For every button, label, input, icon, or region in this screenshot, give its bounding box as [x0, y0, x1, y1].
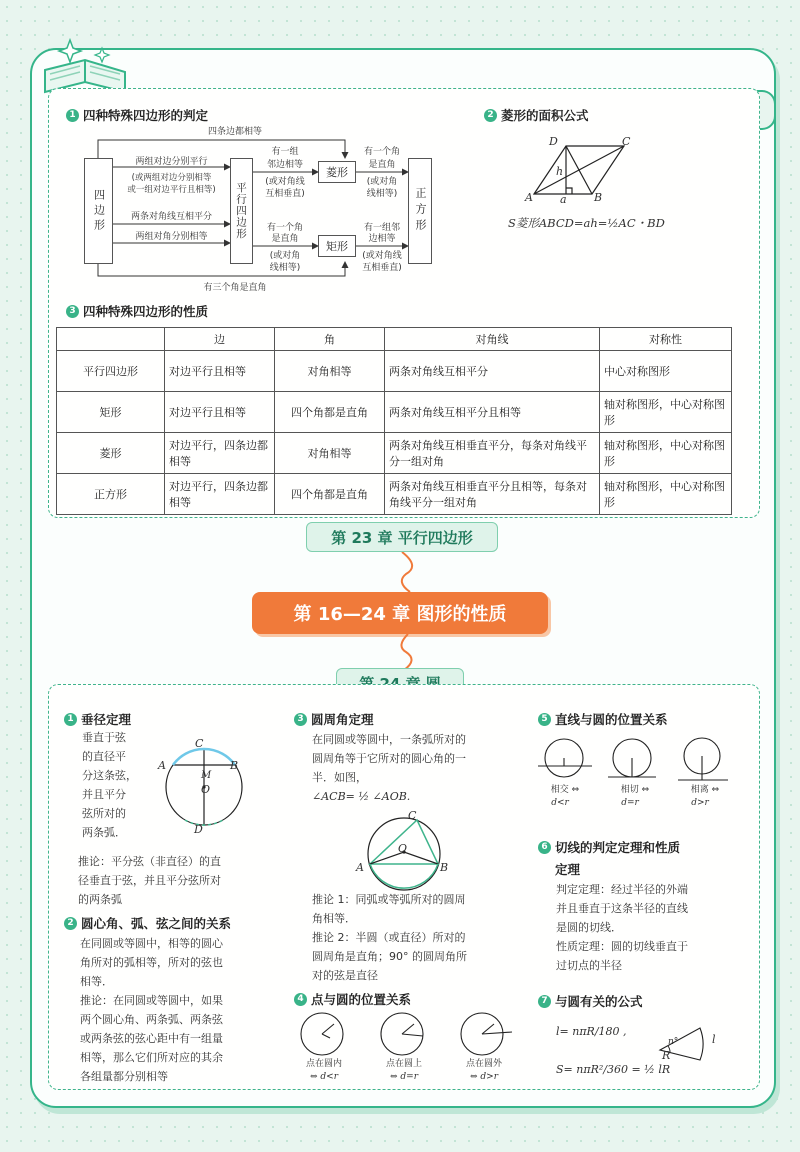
heading-row [538, 838, 680, 856]
header-cell: 对称性 [600, 328, 732, 351]
number-badge: 3 [66, 305, 79, 318]
text-line: 两条弧． [82, 826, 126, 839]
header-cell: 角 [275, 328, 385, 351]
line-circle-diagrams [536, 736, 746, 782]
text-line: 圆周角是直角；90° 的圆周角所 [312, 950, 467, 963]
label-four-sides-equal: 四条边都相等 [207, 127, 262, 137]
label-a: a [560, 193, 567, 206]
point-O: O [201, 783, 211, 796]
text-line: 径垂直于弦，并且平分弦所对 [78, 874, 221, 887]
cond-a3: 或一组对边平行且相等) [127, 185, 216, 195]
text-line: 半．如图， [312, 771, 367, 784]
rhombus-area-formula: S菱形ABCD=ah=½AC・BD [508, 216, 665, 230]
point-A: A [525, 191, 533, 204]
label-intersect: 相交 ⇔ [550, 785, 580, 795]
point-C: C [408, 809, 417, 822]
number-badge: 2 [484, 109, 497, 122]
point-C: C [195, 737, 204, 750]
text-line: 性质定理：圆的切线垂直于 [556, 940, 688, 953]
table-cell: 对边平行，四条边都相等 [165, 433, 275, 474]
text-line: 各组量都分别相等 [80, 1070, 168, 1083]
heading-text: 圆周角定理 [311, 712, 374, 727]
cond-intersect: d<r [551, 798, 569, 808]
cond-a2: (或两组对边分别相等 [131, 173, 212, 183]
number-badge: 4 [294, 993, 307, 1006]
table-cell: 平行四边形 [57, 351, 165, 392]
connector-line [392, 552, 422, 592]
cond-e4: 互相垂直) [362, 263, 402, 273]
heading-text: 点与圆的位置关系 [311, 992, 412, 1007]
heading-text: 垂径定理 [81, 712, 132, 727]
inscribed-angle-text [312, 730, 466, 806]
table-cell: 对边平行且相等 [165, 351, 275, 392]
label-outside: 点在圆外 [465, 1059, 502, 1069]
point-O: O [398, 842, 408, 855]
cond-a1: 两组对边分别平行 [135, 157, 208, 167]
heading-text: 圆心角、弧、弦之间的关系 [81, 916, 232, 931]
cond-e1: 有一组邻 [363, 223, 400, 233]
heading-text: 直线与圆的位置关系 [555, 712, 668, 727]
heading-point-circle [294, 990, 411, 1008]
box-rhombus: 菱形 [318, 161, 356, 183]
label-R: R [662, 1049, 671, 1062]
text-line: 并且平分 [82, 788, 126, 801]
table-cell: 正方形 [57, 474, 165, 515]
table-header-row [57, 328, 732, 351]
chapter-23-banner: 第 23 章 平行四边形 [306, 522, 498, 552]
label-n-degree: n° [668, 1037, 679, 1047]
table-cell: 轴对称图形，中心对称图形 [600, 474, 732, 515]
number-badge: 2 [64, 917, 77, 930]
number-badge: 1 [64, 713, 77, 726]
text-line: 或两条弦的弦心距中有一组量 [80, 1032, 223, 1045]
text-line: 垂直于弦 [82, 731, 126, 744]
properties-table [56, 327, 732, 515]
point-B: B [594, 191, 603, 204]
text-line: 相等． [80, 975, 113, 988]
text-line: 相等，那么它们所对应的其余 [80, 1051, 223, 1064]
table-cell: 中心对称图形 [600, 351, 732, 392]
text-line: 过切点的半径 [556, 959, 622, 972]
cond-apart: d>r [691, 798, 709, 808]
text-line: 推论 1：同弧或等弧所对的圆周 [312, 893, 466, 906]
text-line: 在同圆或等圆中，相等的圆心 [80, 937, 223, 950]
cond-d3: (或对角 [269, 251, 301, 261]
table-cell: 菱形 [57, 433, 165, 474]
table-cell: 两条对角线互相垂直平分且相等，每条对角线平分一组对角 [385, 474, 600, 515]
heading-rhombus-area [484, 106, 589, 124]
table-cell: 对角相等 [275, 433, 385, 474]
text-line: 是圆的切线． [556, 921, 622, 934]
table-cell: 矩形 [57, 392, 165, 433]
table-cell: 轴对称图形，中心对称图形 [600, 392, 732, 433]
text-line: 弦所对的 [82, 807, 126, 820]
heading-perpendicular-diameter [64, 710, 131, 728]
sector-diagram [652, 1020, 712, 1064]
cond-d1: 有一个角 [266, 223, 303, 233]
point-A: A [356, 861, 364, 874]
heading-text: 切线的判定定理和性质 [555, 840, 681, 855]
label-h: h [556, 165, 564, 178]
text-line: 分这条弦， [82, 769, 137, 782]
point-circle-diagrams [290, 1010, 520, 1058]
text-line: 角相等． [312, 912, 356, 925]
cond-tangent: d=r [621, 798, 639, 808]
corollary-text [78, 852, 221, 909]
cond-d2: 是直角 [271, 234, 299, 244]
number-badge: 5 [538, 713, 551, 726]
cond-b2: 邻边相等 [266, 160, 303, 170]
cond-c2: 是直角 [368, 160, 396, 170]
label-on: 点在圆上 [385, 1059, 422, 1069]
table-cell: 两条对角线互相平分 [385, 351, 600, 392]
cond-c1: 有一个角 [363, 147, 400, 157]
box-rectangle: 矩形 [318, 235, 356, 257]
header-cell [57, 328, 165, 351]
box-square: 正方形 [408, 158, 432, 264]
tangent-theorem-text [556, 880, 688, 975]
number-badge: 7 [538, 995, 551, 1008]
point-D: D [549, 135, 558, 148]
table-cell: 两条对角线互相平分且相等 [385, 392, 600, 433]
text-line: 推论 2：半圆（或直径）所对的 [312, 931, 466, 944]
corollary-text [312, 890, 467, 985]
cond-on: ⇔ d=r [389, 1072, 418, 1082]
formula-line: ∠ACB= ½ ∠AOB. [312, 790, 411, 803]
heading-text: 四种特殊四边形的判定 [83, 108, 209, 123]
cond-b1: 有一组 [271, 147, 299, 157]
label-apart: 相离 ⇔ [690, 785, 720, 795]
table-row [57, 474, 732, 515]
heading-text: 四种特殊四边形的性质 [83, 304, 209, 319]
table-cell: 四个角都是直角 [275, 474, 385, 515]
heading-text: 定理 [555, 862, 581, 877]
label-l: l [712, 1033, 716, 1046]
header-cell: 边 [165, 328, 275, 351]
cond-e2: 边相等 [368, 234, 396, 244]
cond-a4: 两条对角线互相平分 [130, 212, 212, 222]
heading-text: 与圆有关的公式 [555, 994, 643, 1009]
number-badge: 6 [538, 841, 551, 854]
text-line: 的直径平 [82, 750, 126, 763]
text-line: 圆周角等于它所对的圆心角的一 [312, 752, 466, 765]
header-cell: 对角线 [385, 328, 600, 351]
text-line: 对的弦是直径 [312, 969, 378, 982]
box-parallelogram: 平行四边形 [230, 158, 253, 264]
sector-area-formula: S= nπR²/360 = ½ lR [556, 1063, 671, 1076]
theorem-text [82, 728, 137, 842]
text-line: 的两条弧 [78, 893, 122, 906]
cond-d4: 线相等) [269, 263, 301, 273]
label-three-right-angles: 有三个角是直角 [203, 283, 267, 293]
heading-properties [66, 302, 208, 320]
heading-central-angle [64, 914, 231, 932]
point-A: A [158, 759, 166, 772]
text-line: 并且垂直于这条半径的直线 [556, 902, 688, 915]
central-angle-text [80, 934, 223, 1086]
arc-length-formula: l= nπR/180 , [556, 1025, 627, 1038]
text-line: 两个圆心角、两条弧、两条弦 [80, 1013, 223, 1026]
table-cell: 四个角都是直角 [275, 392, 385, 433]
cond-b4: 互相垂直) [265, 189, 305, 199]
cond-outside: ⇔ d>r [469, 1072, 498, 1082]
heading-circle-formulas [538, 992, 643, 1010]
text-line: 在同圆或等圆中，一条弧所对的 [312, 733, 466, 746]
table-cell: 两条对角线互相垂直平分，每条对角线平分一组对角 [385, 433, 600, 474]
heading-tangent-theorem [538, 838, 680, 878]
number-badge: 3 [294, 713, 307, 726]
table-cell: 对边平行且相等 [165, 392, 275, 433]
table-row [57, 433, 732, 474]
point-B: B [230, 759, 239, 772]
cond-e3: (或对角线 [362, 251, 402, 261]
table-cell: 对角相等 [275, 351, 385, 392]
text-line: 角所对的弧相等，所对的弦也 [80, 956, 223, 969]
connector-line [392, 634, 422, 670]
point-M: M [201, 770, 212, 781]
table-cell: 轴对称图形，中心对称图形 [600, 433, 732, 474]
point-B: B [440, 861, 449, 874]
point-D: D [194, 823, 203, 836]
table-row [57, 351, 732, 392]
box-quadrilateral: 四边形 [84, 158, 113, 264]
heading-text: 菱形的面积公式 [501, 108, 589, 123]
text-line: 推论：平分弦（非直径）的直 [78, 855, 221, 868]
number-badge: 1 [66, 109, 79, 122]
label-tangent: 相切 ⇔ [620, 785, 650, 795]
cond-inside: ⇔ d<r [309, 1072, 338, 1082]
cond-b3: (或对角线 [265, 177, 305, 187]
heading-line-circle [538, 710, 668, 728]
table-cell: 对边平行，四条边都相等 [165, 474, 275, 515]
text-line: 推论：在同圆或等圆中，如果 [80, 994, 223, 1007]
point-C: C [622, 135, 631, 148]
label-inside: 点在圆内 [305, 1059, 342, 1069]
cond-c3: (或对角 [366, 177, 398, 187]
cond-c4: 线相等) [366, 189, 398, 199]
cond-a5: 两组对角分别相等 [135, 232, 208, 242]
main-banner: 第 16—24 章 图形的性质 [252, 592, 548, 634]
heading-inscribed-angle [294, 710, 374, 728]
table-row [57, 392, 732, 433]
text-line: 判定定理：经过半径的外端 [556, 883, 688, 896]
